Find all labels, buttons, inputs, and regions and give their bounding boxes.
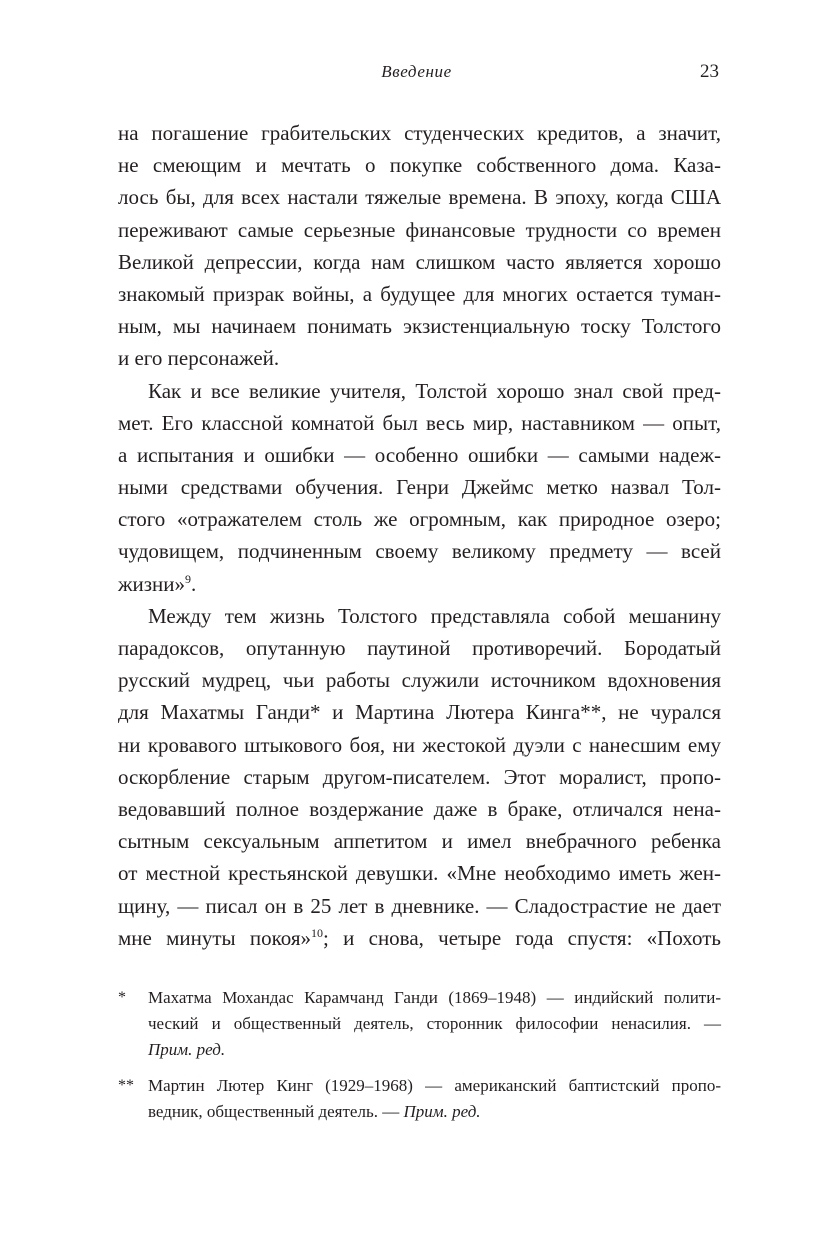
editor-note: Прим. ред. (148, 1040, 226, 1059)
text-line: от местной крестьянской девушки. «Мне необходимо иметь жен- (118, 861, 721, 886)
footnote-marker: * (118, 989, 126, 1006)
footnote-line: Махатма Мохандас Карамчанд Ганди (1869–1948) — индийский полити- (148, 988, 721, 1007)
text-line (118, 568, 721, 600)
footnote-line: Мартин Лютер Кинг (1929–1968) — американский баптистский пропо- (148, 1076, 721, 1095)
text-line: чудовищем, подчиненным своему великому предмету — всей (118, 539, 721, 564)
running-head (0, 62, 833, 86)
text-line: Между тем жизнь Толстого представляла собой мешанину (148, 603, 721, 628)
text-line: сытным сексуальным аппетитом и имел внебрачного ребенка (118, 829, 721, 854)
text-fragment: ведник, общественный деятель. — (148, 1102, 404, 1121)
text-line: а испытания и ошибки — особенно ошибки — самыми надеж- (118, 442, 721, 467)
text-line: парадоксов, опутанную паутиной противоречий. Бородатый (118, 636, 721, 660)
footnote-marker: ** (118, 1077, 134, 1094)
text-fragment: ; и снова, четыре года спустя: «Похоть (323, 925, 721, 950)
footnote-king (118, 1073, 721, 1125)
text-line (118, 922, 721, 954)
text-line: ными средствами обучения. Генри Джеймс метко назвал Тол- (118, 475, 721, 500)
footnote-line (148, 1099, 721, 1125)
text-line: Как и все великие учителя, Толстой хорошо знал свой пред- (148, 378, 721, 403)
text-line: мет. Его классной комнатой был весь мир, наставником — опыт, (118, 410, 721, 435)
text-fragment: мне минуты покоя» (118, 925, 312, 950)
text-line: ным, мы начинаем понимать экзистенциальную тоску Толстого (118, 314, 721, 339)
text-fragment: . (191, 571, 197, 596)
text-line: знакомый призрак войны, а будущее для многих остается туман- (118, 281, 721, 306)
text-line: русский мудрец, чьи работы служили источником вдохновения (118, 668, 721, 693)
text-line: оскорбление старым другом-писателем. Этот моралист, пропо- (118, 764, 721, 789)
footnotes (118, 985, 721, 1135)
text-line: ни кровавого штыкового боя, ни жестокой дуэли с нанесшим ему (118, 732, 721, 757)
text-line: ведовавший полное воздержание даже в браке, отличался нена- (118, 796, 721, 821)
text-line: и его персонажей. (118, 346, 280, 371)
text-line: стого «отражателем столь же огромным, как природное озеро; (118, 507, 721, 532)
text-line: лось бы, для всех настали тяжелые времена. В эпоху, когда США (118, 185, 721, 210)
text-line: для Махатмы Ганди* и Мартина Лютера Кинга**, не чурался (118, 700, 721, 725)
endnote-reference: 10 (311, 925, 324, 940)
main-text (118, 117, 721, 954)
footnote-line: ческий и общественный деятель, сторонник философии ненасилия. — (148, 1014, 721, 1033)
section-title: Введение (381, 62, 452, 81)
page-number: 23 (700, 61, 719, 82)
endnote-reference: 9 (185, 571, 192, 586)
footnote-gandhi (118, 985, 721, 1063)
text-line: не смеющим и мечтать о покупке собственного дома. Каза- (118, 153, 721, 178)
text-line: щину, — писал он в 25 лет в дневнике. — Сладострастие не дает (118, 893, 721, 918)
text-fragment: жизни» (118, 571, 186, 596)
text-line: на погашение грабительских студенческих кредитов, а значит, (118, 121, 721, 145)
editor-note: Прим. ред. (403, 1102, 481, 1121)
text-line: Великой депрессии, когда нам слишком часто является хорошо (118, 249, 721, 274)
text-line: переживают самые серьезные финансовые трудности со времен (118, 217, 721, 242)
